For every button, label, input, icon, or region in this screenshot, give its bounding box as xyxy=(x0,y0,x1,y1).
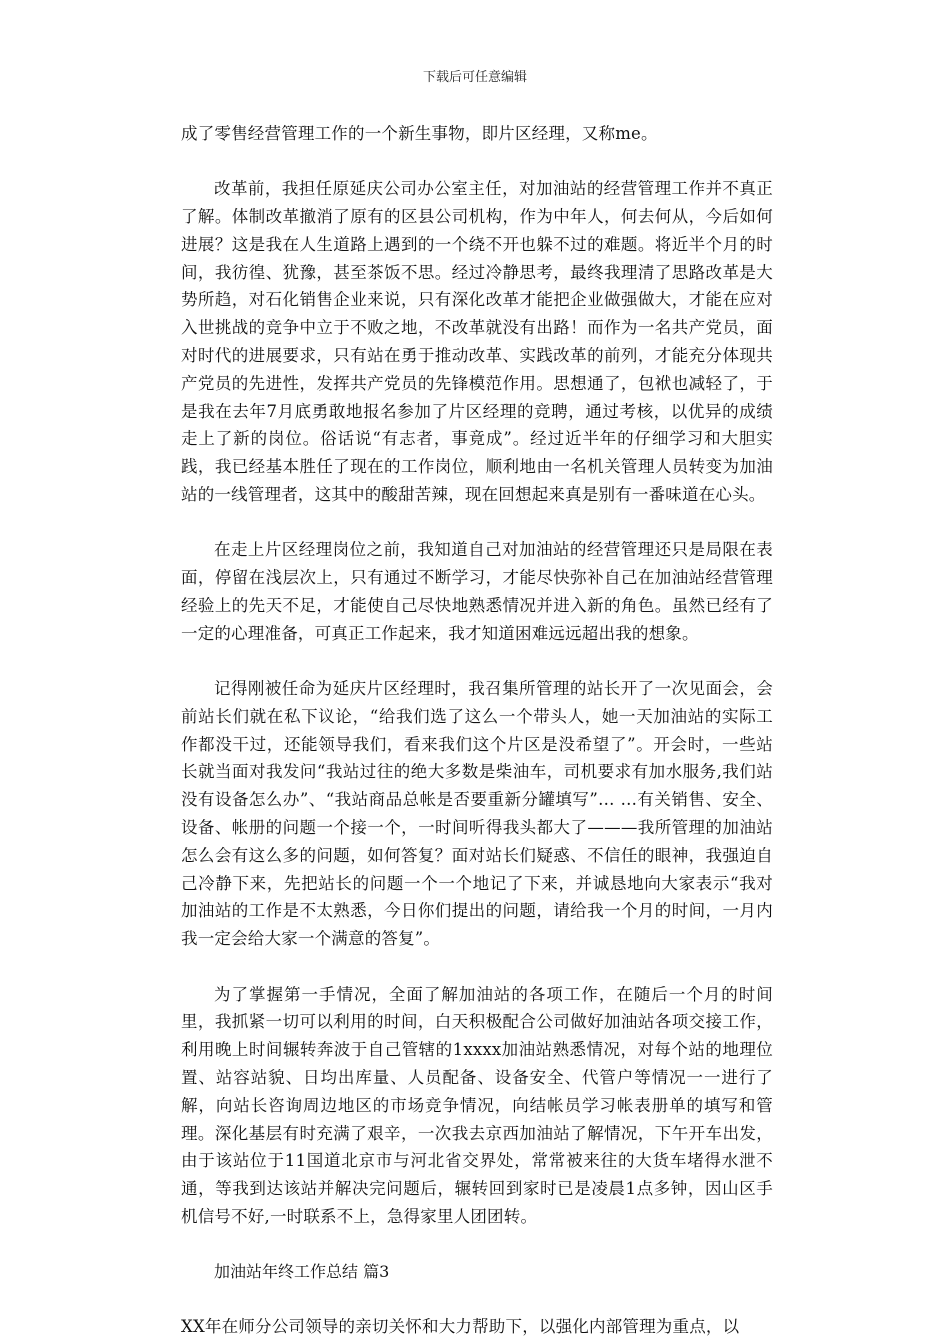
document-body xyxy=(181,120,773,1341)
header-note: 下载后可任意编辑 xyxy=(422,70,527,85)
paragraph-gap xyxy=(181,648,773,676)
paragraph-gap xyxy=(181,953,773,981)
paragraph-first-month: 为了掌握第一手情况，全面了解加油站的各项工作，在随后一个月的时间里，我抓紧一切可以利用的时间，白天积极配合公司做好加油站各项交接工作，利用晚上时间辗转奔波于自己管辖的1xxxx加油站熟悉情况，对每个站的地理位置、站容站貌、日均出库量、人员配备、设备安全、代管户等情况一一进行了解，向站长咨询周边地区的市场竞争情况，向结帐员学习帐表册单的填写和管理。深化基层有时充满了艰辛，一次我去京西加油站了解情况，下午开车出发，由于该站位于11国道北京市与河北省交界处，常常被来往的大货车堵得水泄不通，等我到达该站并解决完问题后，辗转回到家时已是凌晨1点多钟，因山区手机信号不好,一时联系不上，急得家里人团团转。 xyxy=(181,984,773,1226)
paragraph-gap xyxy=(181,1286,773,1314)
paragraph-reform: 改革前，我担任原延庆公司办公室主任，对加油站的经营管理工作并不真正了解。体制改革撤消了原有的区县公司机构，作为中年人，何去何从，今后如何进展？这是我在人生道路上遇到的一个绕不开也躲不过的难题。将近半个月的时间，我彷徨、犹豫，甚至茶饭不思。经过冷静思考，最终我理清了思路改革是大势所趋，对石化销售企业来说，只有深化改革才能把企业做强做大，才能在应对入世挑战的竞争中立于不败之地，不改革就没有出路！而作为一名共产党员，面对时代的进展要求，只有站在勇于推动改革、实践改革的前列，才能充分体现共产党员的先进性，发挥共产党员的先锋模范作用。思想通了，包袱也减轻了，于是我在去年7月底勇敢地报名参加了片区经理的竞聘，通过考核，以优异的成绩走上了新的岗位。俗话说“有志者，事竟成”。经过近半年的仔细学习和大胆实践，我已经基本胜任了现在的工作岗位，顺利地由一名机关管理人员转变为加油站的一线管理者，这其中的酸甜苦辣，现在回想起来真是别有一番味道在心头。 xyxy=(181,179,773,505)
paragraph-learning: 在走上片区经理岗位之前，我知道自己对加油站的经营管理还只是局限在表面，停留在浅层次上，只有通过不断学习，才能尽快弥补自己在加油站经营管理经验上的先天不足，才能使自己尽快地熟悉情况并进入新的角色。虽然已经有了一定的心理准备，可真正工作起来，我才知道困难远远超出我的想象。 xyxy=(181,540,773,643)
paragraph-gap xyxy=(181,1231,773,1259)
section-heading: 加油站年终工作总结 篇3 xyxy=(214,1262,390,1282)
paragraph-gap xyxy=(181,148,773,176)
paragraph-gap xyxy=(181,509,773,537)
paragraph-continued: 成了零售经营管理工作的一个新生事物，即片区经理，又称me。 xyxy=(181,124,658,143)
paragraph-first-meeting: 记得刚被任命为延庆片区经理时，我召集所管理的站长开了一次见面会，会前站长们就在私下议论，“给我们选了这么一个带头人，她一天加油站的实际工作都没干过，还能领导我们，看来我们这个片区是没希望了”。开会时，一些站长就当面对我发问“我站过往的绝大多数是柴油车，司机要求有加水服务,我们站没有设备怎么办”、“我站商品总帐是否要重新分罐填写”… …有关销售、安全、设备、帐册的问题一个接一个，一时间听得我头都大了———我所管理的加油站怎么会有这么多的问题，如何答复？面对站长们疑惑、不信任的眼神，我强迫自己冷静下来，先把站长的问题一个一个地记了下来，并诚恳地向大家表示“我对加油站的工作是不太熟悉，今日你们提出的问题，请给我一个月的时间，一月内我一定会给大家一个满意的答复”。 xyxy=(181,679,773,949)
paragraph-section-intro: XX年在师分公司领导的亲切关怀和大力帮助下，以强化内部管理为重点，以 xyxy=(181,1317,740,1337)
